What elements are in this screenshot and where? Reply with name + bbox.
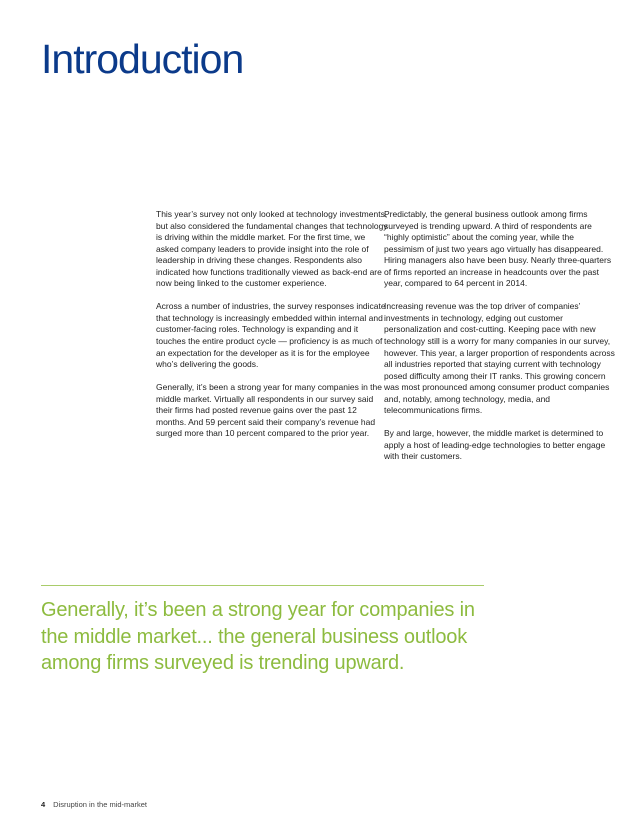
paragraph: By and large, however, the middle market is determined to apply a host of leading-edge technologies to better engage with their customers. — [384, 428, 606, 462]
paragraph: Generally, it’s been a strong year for many companies in the middle market. Virtually all respondents in our survey said their firms had posted revenue gains over the past 12 months. And 59 percent said their company’s revenue had surged more than 10 percent compared to the prior year. — [156, 382, 382, 439]
paragraph: Predictably, the general business outlook among firms surveyed is trending upward. A third of respondents are “highly optimistic” about the coming year, while the pessimism of just two years ago virtually has disappeared. Hiring managers also have been busy. Nearly three-quarters of firms reported an increase in headcounts over the past year, compared to 64 percent in 2014. — [384, 209, 612, 289]
page-title: Introduction — [41, 36, 244, 82]
body-column-right — [384, 209, 616, 475]
page-footer — [41, 800, 147, 809]
paragraph: This year’s survey not only looked at technology investments, but also considered the fundamental changes that technology is driving within the middle market. For the first time, we asked company leaders to provide insight into the role of leadership in driving these changes. Respondents also indicated how functions traditionally viewed as back-end are now being linked to the customer experience. — [156, 209, 388, 289]
paragraph: Across a number of industries, the survey responses indicate that technology is increasingly embedded within internal and customer-facing roles. Technology is expanding and it touches the entire product cycle — proficiency is as much of an expectation for the developer as it is for the employee who’s delivering the goods. — [156, 301, 386, 370]
pull-quote-divider — [41, 585, 484, 586]
pull-quote: Generally, it’s been a strong year for companies in the middle market... the general business outlook among firms surveyed is trending upward. — [41, 599, 475, 674]
body-column-left — [156, 209, 388, 451]
paragraph: Increasing revenue was the top driver of companies’ investments in technology, edging out customer personalization and cost-cutting. Keeping pace with new technology still is a worry for many companies in our survey, however. This year, a larger proportion of respondents across all industries reported that staying current with technology posed difficulty among their IT ranks. This growing concern was most pronounced among consumer product companies and, notably, among technology, media, and telecommunications firms. — [384, 301, 615, 416]
publication-title: Disruption in the mid-market — [53, 800, 147, 809]
page-number: 4 — [41, 800, 46, 809]
